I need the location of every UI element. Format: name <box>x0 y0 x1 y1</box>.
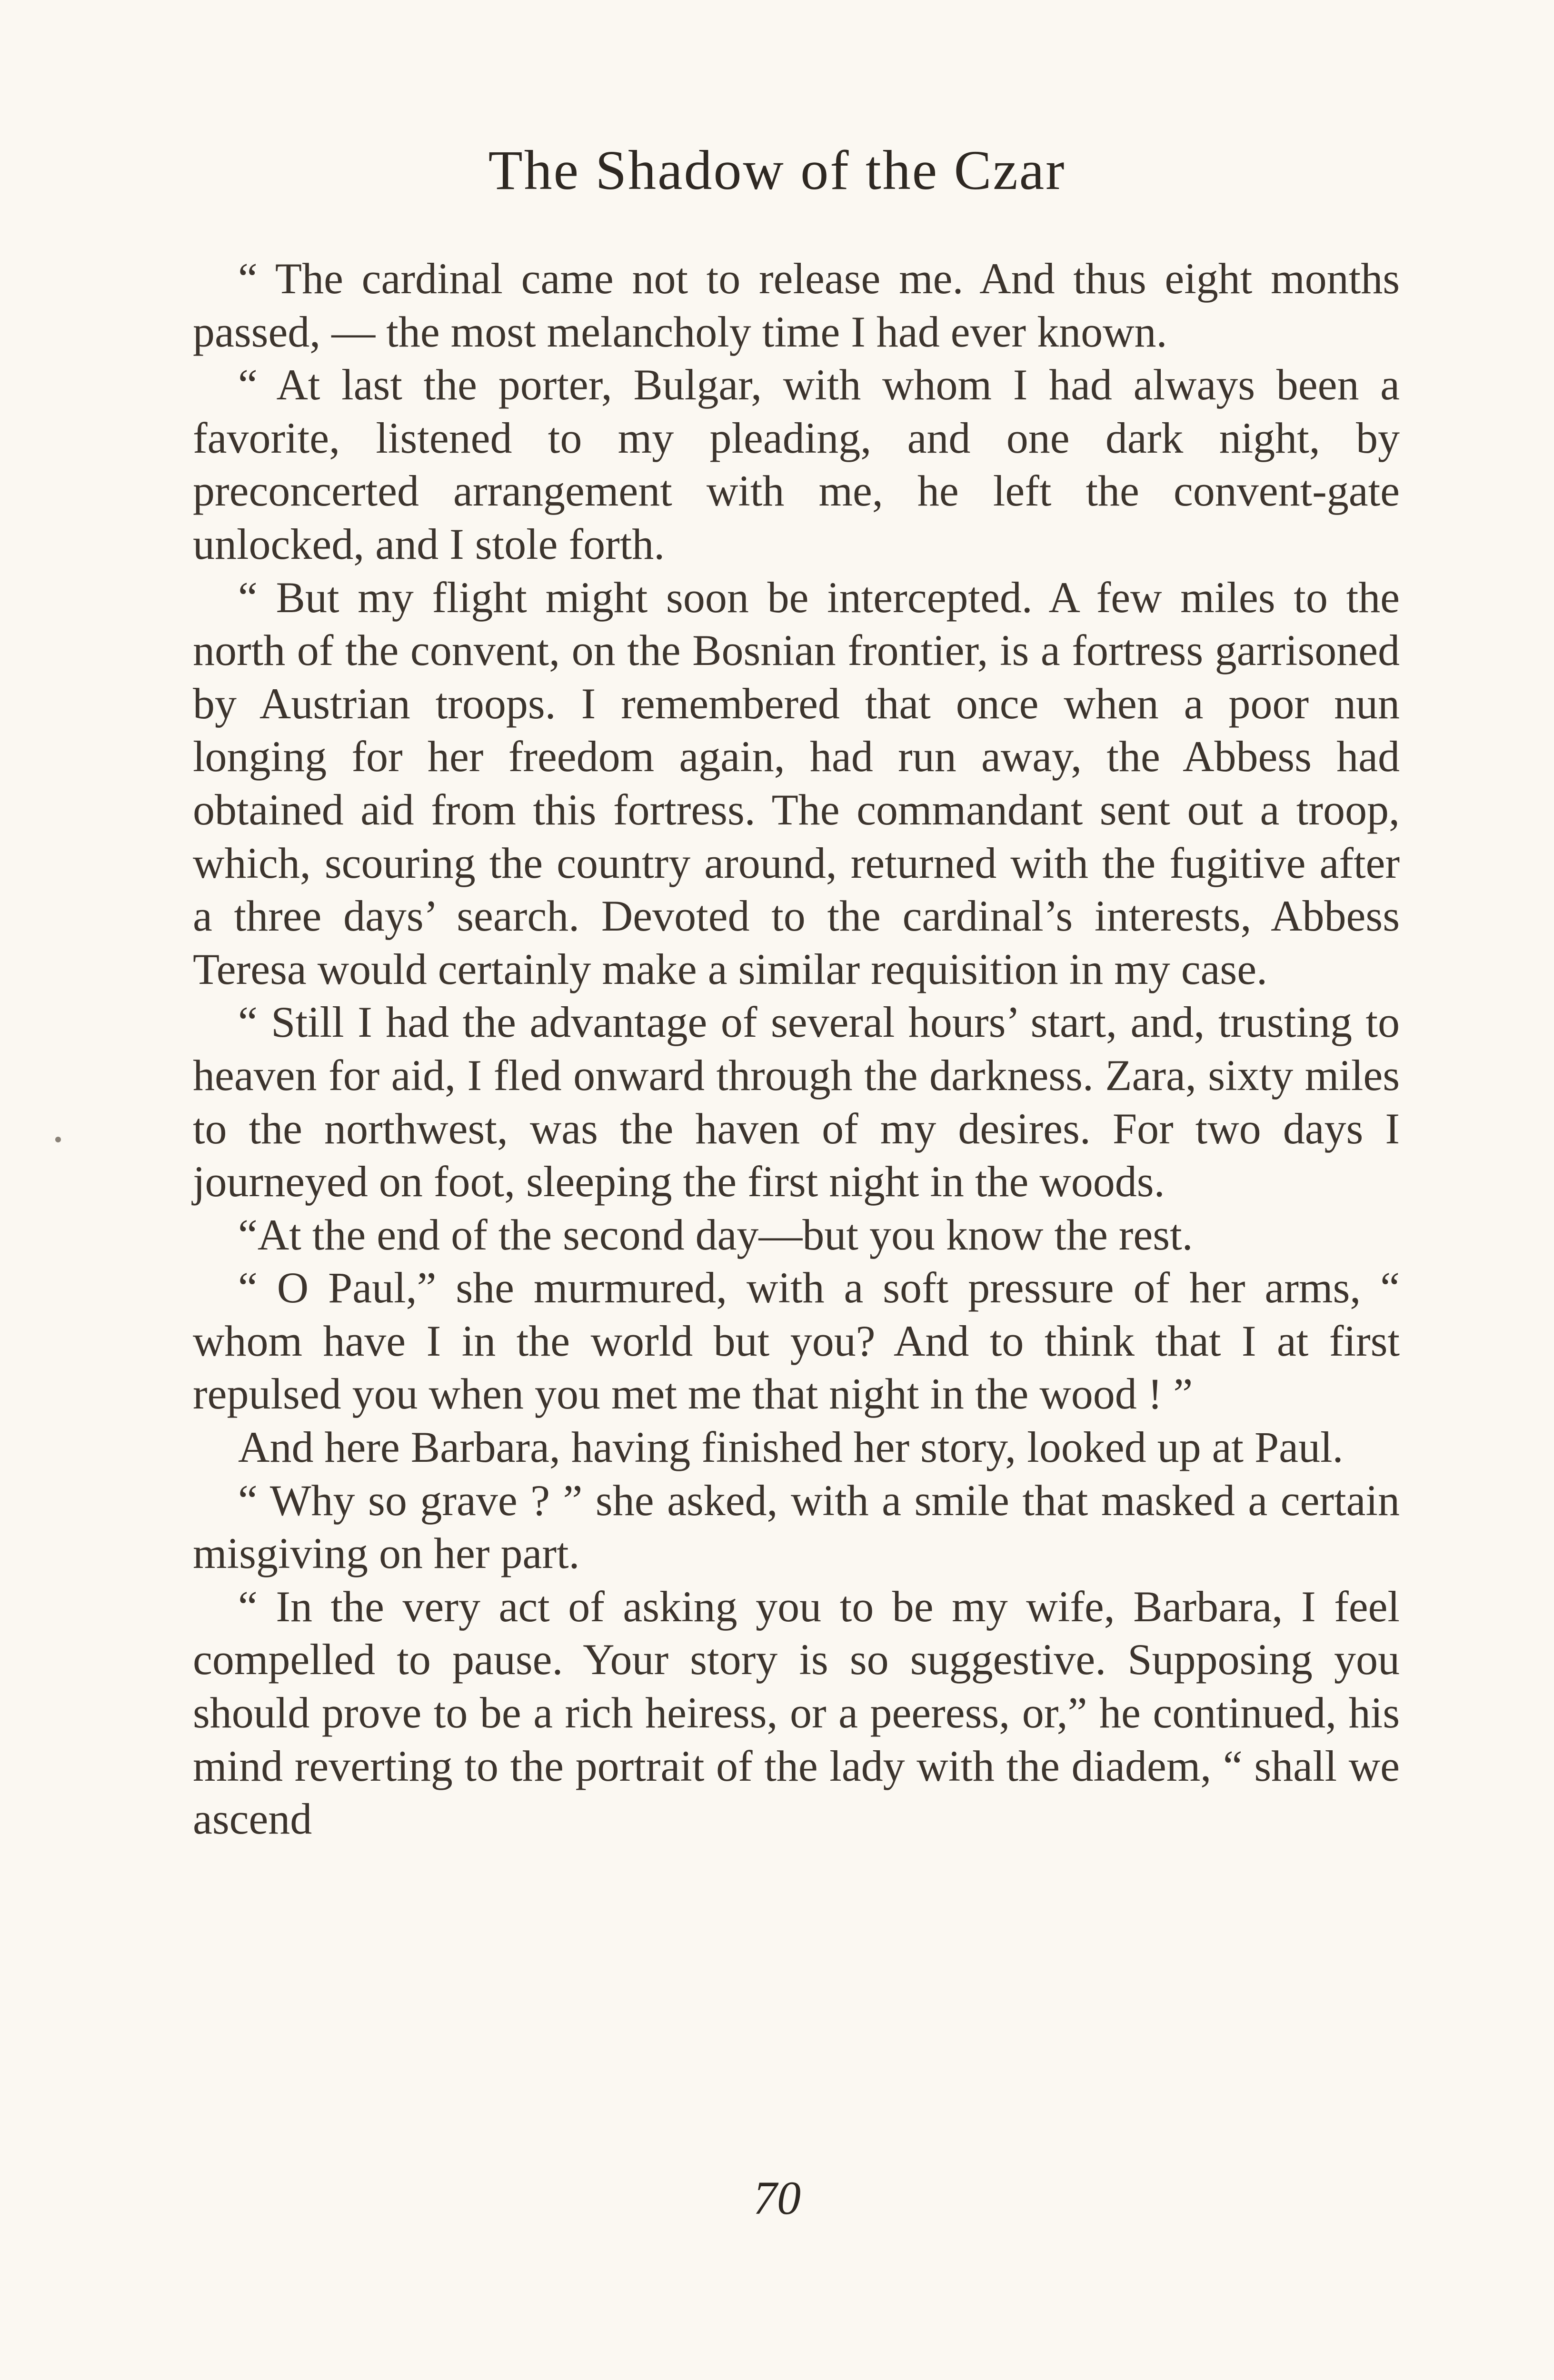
paragraph: “ The cardinal came not to release me. And thus eight months passed, — the most melancholy time I had ever known. <box>193 254 1400 356</box>
paragraph: “ Still I had the advantage of several hours’ start, and, trusting to heaven for aid, I fled onward through the darkness. Zara, sixty miles to the northwest, was the haven of my desires. For two days I journeyed on foot, sleeping the first night in the woods. <box>193 998 1400 1206</box>
paragraph: “ O Paul,” she murmured, with a soft pressure of her arms, “ whom have I in the world but you? And to think that I at first repulsed you when you met me that night in the wood ! ” <box>193 1263 1400 1418</box>
paragraph: And here Barbara, having finished her story, looked up at Paul. <box>238 1423 1344 1472</box>
page-number: 70 <box>753 2172 801 2224</box>
body-text <box>193 252 1400 1846</box>
paragraph: “ In the very act of asking you to be my wife, Barbara, I feel compelled to pause. Your story is so suggestive. Supposing you should prove to be a rich heiress, or a peeress, or,” he continued, his mind reverting to the portrait of the lady with the diadem, “ shall we ascend <box>193 1582 1400 1844</box>
paragraph: “At the end of the second day—but you know the rest. <box>238 1210 1193 1259</box>
paper-speck <box>55 1137 61 1142</box>
paragraph: “ At last the porter, Bulgar, with whom I had always been a favorite, listened to my pleading, and one dark night, by preconcerted arrangement with me, he left the convent-gate unlocked, and I stole forth. <box>193 360 1400 568</box>
paragraph: “ But my flight might soon be intercepted. A few miles to the north of the convent, on the Bosnian frontier, is a fortress garrisoned by Austrian troops. I remembered that once when a poor nun longing for her freedom again, had run away, the Abbess had obtained aid from this fortress. The commandant sent out a troop, which, scouring the country around, returned with the fugitive after a three days’ search. Devoted to the cardinal’s interests, Abbess Teresa would certainly make a similar requisition in my case. <box>193 573 1400 993</box>
paragraph: “ Why so grave ? ” she asked, with a smile that masked a certain misgiving on her part. <box>193 1476 1400 1578</box>
running-head: The Shadow of the Czar <box>488 139 1066 201</box>
